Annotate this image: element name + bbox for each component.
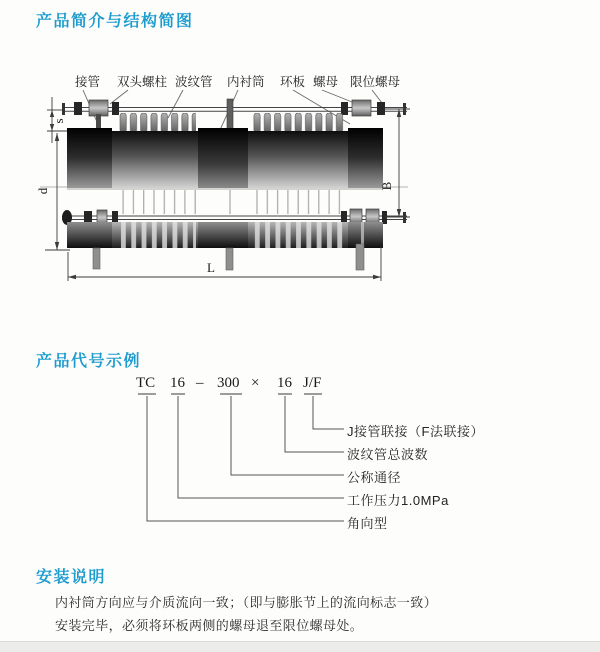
callout-working-pressure: 工作压力1.0MPa <box>347 493 449 508</box>
code-seg-pressure: 16 <box>170 375 185 391</box>
install-note-line2: 安装完毕，必须将环板两侧的螺母退至限位螺母处。 <box>55 618 364 633</box>
code-seg-dash: – <box>196 375 204 391</box>
page-bottom-strip <box>0 641 600 652</box>
section-title-intro: 产品简介与结构简图 <box>36 13 194 30</box>
dim-label-B: B <box>379 181 394 191</box>
code-seg-times: × <box>251 375 260 391</box>
code-seg-waves: 16 <box>277 375 292 391</box>
part-label-shuangtouluozhu: 双头螺柱 <box>117 75 168 89</box>
code-seg-connection: J/F <box>303 375 322 391</box>
part-label-neichentong: 内衬筒 <box>227 75 265 89</box>
part-label-bowenguan: 波纹管 <box>175 75 213 89</box>
part-label-luomu: 螺母 <box>313 75 339 89</box>
part-label-jieguan: 接管 <box>75 75 101 89</box>
dim-label-d: d <box>35 187 50 195</box>
installation-notes <box>55 596 525 642</box>
install-note-line1: 内衬筒方向应与介质流向一致；（即与膨胀节上的流向标志一致） <box>55 595 438 610</box>
section-title-code: 产品代号示例 <box>36 353 142 370</box>
callout-nominal-diameter: 公称通径 <box>347 470 402 485</box>
dim-label-L: L <box>207 260 215 275</box>
callout-connection: J接管联接（F法联接） <box>347 424 484 439</box>
code-seg-diameter: 300 <box>217 375 240 391</box>
section-title-install: 安装说明 <box>36 569 107 586</box>
callout-wave-count: 波纹管总波数 <box>347 447 429 462</box>
part-label-huanban: 环板 <box>280 75 306 89</box>
code-seg-type: TC <box>136 375 156 391</box>
callout-angular-type: 角向型 <box>347 516 388 531</box>
dim-label-s: s <box>51 118 66 124</box>
part-label-xianweiluomu: 限位螺母 <box>350 75 401 89</box>
